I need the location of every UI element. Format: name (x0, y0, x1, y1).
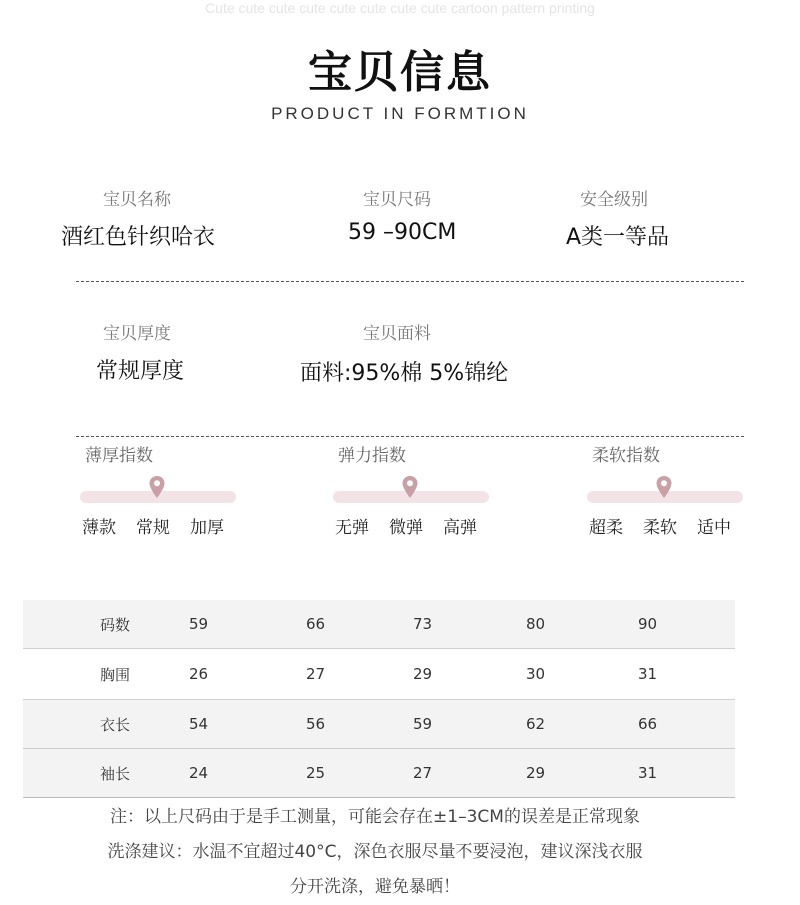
scale-option: 薄款 (82, 518, 116, 538)
safety-level-value: A类一等品 (566, 225, 670, 250)
table-cell: 59 (189, 615, 209, 633)
table-cell: 24 (189, 764, 209, 782)
washing-note-continued: 分开洗涤，避免暴晒！ (290, 877, 460, 897)
table-cell: 66 (638, 715, 658, 733)
thickness-label: 宝贝厚度 (103, 324, 171, 344)
page-subtitle: PRODUCT IN FORMTION (271, 104, 529, 123)
scale-option: 加厚 (190, 518, 224, 538)
table-cell: 66 (306, 615, 326, 633)
table-cell: 54 (189, 715, 209, 733)
table-cell: 26 (189, 665, 209, 683)
safety-level-label: 安全级别 (580, 190, 648, 210)
size-table (23, 600, 735, 798)
scale-option: 高弹 (443, 518, 477, 538)
table-cell: 29 (413, 665, 433, 683)
product-size-label: 宝贝尺码 (363, 190, 431, 210)
index-title: 柔软指数 (592, 446, 660, 466)
location-pin-icon (655, 475, 673, 499)
elasticity-index (333, 441, 503, 541)
size-note: 注：以上尺码由于是手工测量，可能会存在±1–3CM的误差是正常现象 (110, 807, 640, 827)
table-cell: 27 (413, 764, 433, 782)
table-cell: 27 (306, 665, 326, 683)
table-row (23, 749, 735, 798)
table-cell: 胸围 (100, 665, 131, 684)
table-cell: 袖长 (100, 764, 131, 783)
washing-note: 洗涤建议：水温不宜超过40°C，深色衣服尽量不要浸泡，建议深浅衣服 (107, 842, 643, 862)
scale-option: 柔软 (643, 518, 677, 538)
thickness-index (80, 441, 250, 541)
table-cell: 30 (526, 665, 546, 683)
product-name-label: 宝贝名称 (103, 190, 171, 210)
table-cell: 56 (306, 715, 326, 733)
table-row (23, 649, 735, 700)
scale-option: 微弹 (389, 518, 423, 538)
fabric-value: 面料:95%棉 5%锦纶 (300, 361, 509, 386)
table-cell: 73 (413, 615, 433, 633)
scale-option: 适中 (697, 518, 731, 538)
scale-option: 无弹 (335, 518, 369, 538)
index-scale (589, 513, 751, 538)
index-scale (82, 513, 244, 538)
index-title: 弹力指数 (338, 446, 406, 466)
table-cell: 29 (526, 764, 546, 782)
table-cell: 码数 (100, 615, 131, 634)
table-cell: 31 (638, 764, 658, 782)
table-cell: 25 (306, 764, 326, 782)
product-size-value: 59 –90CM (348, 220, 457, 245)
softness-index (587, 441, 757, 541)
table-cell: 62 (526, 715, 546, 733)
table-cell: 90 (638, 615, 658, 633)
scale-option: 超柔 (589, 518, 623, 538)
table-cell: 31 (638, 665, 658, 683)
index-scale (335, 513, 497, 538)
table-cell: 衣长 (100, 715, 131, 734)
fabric-label: 宝贝面料 (363, 324, 431, 344)
location-pin-icon (401, 475, 419, 499)
page-title: 宝贝信息 (308, 47, 492, 98)
watermark-text: Cute cute cute cute cute cute cute cute cartoon pattern printing (205, 0, 595, 16)
divider (76, 436, 744, 437)
divider (76, 281, 744, 282)
location-pin-icon (148, 475, 166, 499)
table-row (23, 600, 735, 649)
thickness-value: 常规厚度 (96, 359, 185, 384)
scale-option: 常规 (136, 518, 170, 538)
index-title: 薄厚指数 (85, 446, 153, 466)
product-name-value: 酒红色针织哈衣 (61, 225, 216, 250)
table-cell: 80 (526, 615, 546, 633)
table-cell: 59 (413, 715, 433, 733)
table-row (23, 700, 735, 749)
